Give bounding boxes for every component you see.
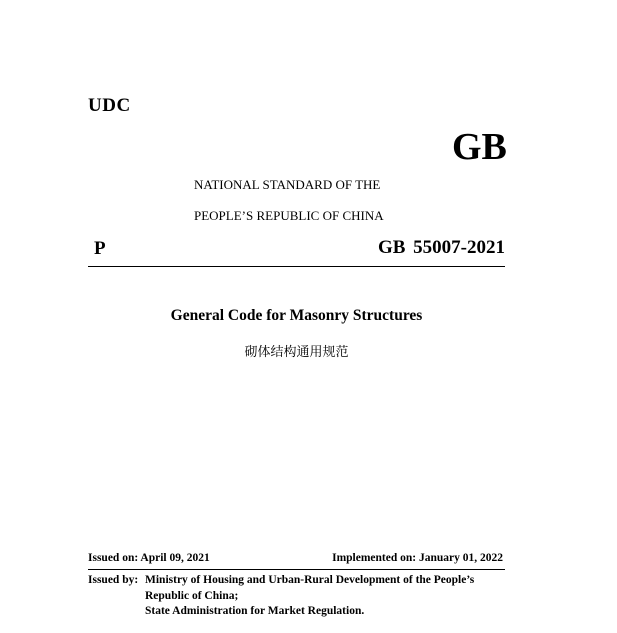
issuer-line-3: State Administration for Market Regulation. (145, 605, 365, 617)
category-letter: P (94, 238, 106, 259)
issued-on-date: Issued on: April 09, 2021 (88, 552, 210, 564)
issuer-line-2: Republic of China; (145, 590, 239, 602)
document-title-english: General Code for Masonry Structures (170, 307, 423, 324)
issued-by-label: Issued by: (88, 574, 139, 586)
udc-label: UDC (88, 95, 131, 116)
gb-standard-mark: GB (452, 126, 507, 168)
national-standard-line-1: NATIONAL STANDARD OF THE (194, 177, 381, 192)
national-standard-line-2: PEOPLE’S REPUBLIC OF CHINA (194, 208, 384, 223)
header-divider (88, 266, 505, 267)
implemented-on-date: Implemented on: January 01, 2022 (332, 552, 503, 564)
standard-number: GB 55007-2021 (377, 237, 505, 258)
issuer-line-1: Ministry of Housing and Urban-Rural Development of the People’s (145, 574, 475, 586)
document-title-chinese: 砌体结构通用规范 (244, 345, 349, 360)
footer-divider (88, 569, 505, 570)
